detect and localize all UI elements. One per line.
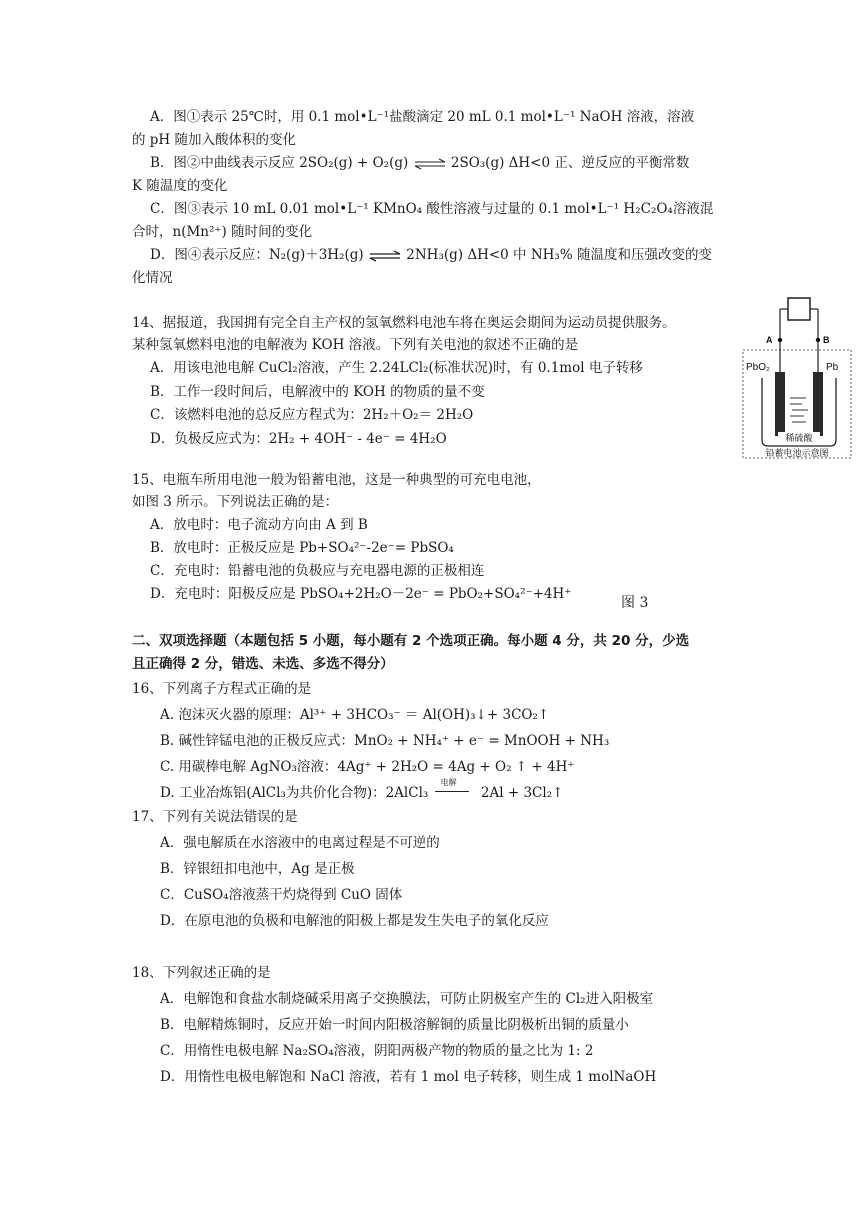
q17-option-a: A．强电解质在水溶液中的电离过程是不可逆的 bbox=[160, 835, 440, 851]
q13-option-d-line2: 化情况 bbox=[132, 270, 173, 286]
q16-option-d-post: 2Al + 3Cl₂↑ bbox=[480, 785, 564, 801]
q13-option-b-line1 bbox=[150, 154, 689, 172]
q17-option-b: B．锌银纽扣电池中，Ag 是正极 bbox=[160, 861, 355, 877]
electrode-label-pb: Pb bbox=[826, 362, 839, 373]
terminal-label-a: A bbox=[766, 335, 773, 345]
q15-option-a: A．放电时：电子流动方向由 A 到 B bbox=[150, 517, 368, 533]
q13-option-b-line2: K 随温度的变化 bbox=[132, 178, 228, 194]
q14-option-c: C．该燃料电池的总反应方程式为：2H₂＋O₂＝ 2H₂O bbox=[150, 407, 474, 423]
q15-stem-line1: 15、电瓶车所用电池一般为铅蓄电池，这是一种典型的可充电电池， bbox=[132, 472, 541, 488]
q14-stem-line2: 某种氢氧燃料电池的电解液为 KOH 溶液。下列有关电池的叙述不正确的是 bbox=[132, 337, 579, 353]
q14-stem-line1: 14、据报道，我国拥有完全自主产权的氢氧燃料电池车将在奥运会期间为运动员提供服务。 bbox=[132, 315, 676, 331]
q18-option-a: A．电解饱和食盐水制烧碱采用离子交换膜法，可防止阴极室产生的 Cl₂进入阳极室 bbox=[160, 991, 654, 1007]
q18-option-b: B．电解精炼铜时，反应开始一时间内阳极溶解铜的质量比阴极析出铜的质量小 bbox=[160, 1017, 629, 1033]
q13-option-c-line2: 合时，n(Mn²⁺) 随时间的变化 bbox=[132, 224, 313, 240]
electrolysis-condition: 电解 bbox=[440, 777, 457, 787]
q16-option-b: B. 碱性锌锰电池的正极反应式：MnO₂ + NH₄⁺ + e⁻ = MnOOH + NH₃ bbox=[160, 733, 610, 749]
q16-option-c: C. 用碳棒电解 AgNO₃溶液：4Ag⁺ + 2H₂O = 4Ag + O₂ ↑ + 4H⁺ bbox=[160, 759, 575, 775]
q13-option-a-line1: A．图①表示 25℃时，用 0.1 mol•L⁻¹盐酸滴定 20 mL 0.1 mol•L⁻¹ NaOH 溶液，溶液 bbox=[150, 109, 695, 125]
q18-stem: 18、下列叙述正确的是 bbox=[132, 965, 271, 981]
q13-option-b-pre: B．图②中曲线表示反应 2SO₂(g) + O₂(g) bbox=[150, 155, 409, 171]
q16-stem: 16、下列离子方程式正确的是 bbox=[132, 681, 312, 697]
electrolyte-label: 稀硫酸 bbox=[785, 434, 813, 444]
electrode-label-pbo2: PbO₂ bbox=[746, 362, 770, 373]
q13-option-a-line2: 的 pH 随加入酸体积的变化 bbox=[132, 132, 296, 148]
q16-option-d-pre: D. 工业冶炼铝(AlCl₃为共价化合物)：2AlCl₃ bbox=[160, 785, 429, 801]
q15-option-c: C．充电时：铅蓄电池的负极应与充电器电源的正极相连 bbox=[150, 563, 485, 579]
q13-option-d-line1 bbox=[150, 246, 712, 264]
q14-option-a: A．用该电池电解 CuCl₂溶液，产生 2.24LCl₂(标准状况)时，有 0.1mol 电子转移 bbox=[150, 360, 643, 376]
reversible-arrow-icon bbox=[368, 250, 402, 262]
q14-option-b: B．工作一段时间后，电解液中的 KOH 的物质的量不变 bbox=[150, 384, 485, 400]
lead-battery-figure bbox=[742, 296, 852, 460]
q13-option-d-pre: D．图④表示反应：N₂(g)＋3H₂(g) bbox=[150, 247, 364, 263]
q15-option-d: D．充电时：阳极反应是 PbSO₄+2H₂O－2e⁻ = PbO₂+SO₄²⁻+4H⁺ bbox=[150, 586, 572, 602]
q16-option-a: A. 泡沫灭火器的原理：Al³⁺ + 3HCO₃⁻ ＝ Al(OH)₃↓+ 3CO₂↑ bbox=[160, 707, 550, 723]
q17-stem: 17、下列有关说法错误的是 bbox=[132, 809, 298, 825]
q17-option-c: C．CuSO₄溶液蒸干灼烧得到 CuO 固体 bbox=[160, 887, 403, 903]
q13-option-c-line1: C．图③表示 10 mL 0.01 mol•L⁻¹ KMnO₄ 酸性溶液与过量的 0.1 mol•L⁻¹ H₂C₂O₄溶液混 bbox=[150, 201, 714, 217]
q18-option-c: C．用惰性电极电解 Na₂SO₄溶液，阴阳两极产物的物质的量之比为 1: 2 bbox=[160, 1043, 594, 1059]
q13-option-d-post: 2NH₃(g) ΔH<0 中 NH₃% 随温度和压强改变的变 bbox=[406, 247, 712, 263]
figure-3-label: 图 3 bbox=[621, 595, 649, 611]
q13-option-b-post: 2SO₃(g) ΔH<0 正、逆反应的平衡常数 bbox=[450, 155, 690, 171]
q17-option-d: D．在原电池的负极和电解池的阳极上都是发生失电子的氧化反应 bbox=[160, 913, 549, 929]
section-2-heading-line1: 二、双项选择题（本题包括 5 小题，每小题有 2 个选项正确。每小题 4 分，共 20 分，少选 bbox=[132, 633, 690, 649]
q15-stem-line2: 如图 3 所示。下列说法正确的是： bbox=[132, 494, 339, 510]
section-2-heading-line2: 且正确得 2 分，错选、未选、多选不得分） bbox=[132, 656, 394, 672]
figure-caption: 铅蓄电池示意图 bbox=[765, 449, 829, 459]
q14-option-d: D．负极反应式为：2H₂ + 4OH⁻ - 4e⁻ = 4H₂O bbox=[150, 431, 447, 447]
terminal-label-b: B bbox=[823, 335, 830, 345]
q15-option-b: B．放电时：正极反应是 Pb+SO₄²⁻-2e⁻= PbSO₄ bbox=[150, 540, 454, 556]
q18-option-d: D．用惰性电极电解饱和 NaCl 溶液，若有 1 mol 电子转移，则生成 1 molNaOH bbox=[160, 1069, 657, 1085]
electrolysis-arrow bbox=[433, 777, 477, 801]
reversible-arrow-icon bbox=[413, 158, 447, 170]
q16-option-d bbox=[160, 777, 564, 802]
